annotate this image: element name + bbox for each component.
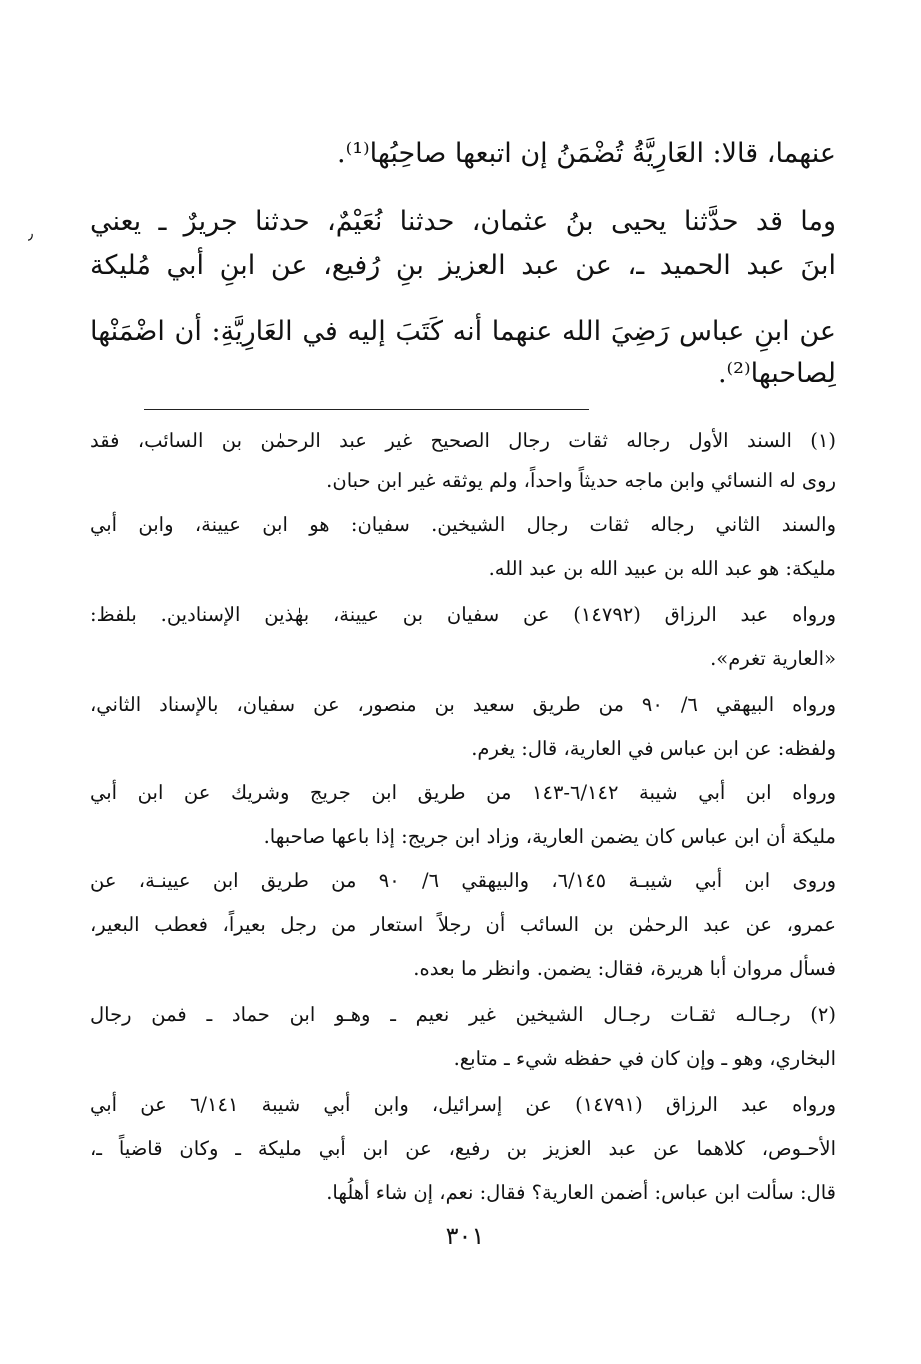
footnote-line-1: (١) السند الأول رجاله ثقات رجال الصحيح غير عبد الرحمٰن بن السائب، فقد — [90, 429, 836, 452]
footnote-line-13: فسأل مروان أبا هريرة، فقال: يضمن. وانظر ما بعده. — [413, 957, 836, 980]
footnote-line-7: ورواه البيهقي ٦/ ٩٠ من طريق سعيد بن منصور، عن سفيان، بالإسناد الثاني، — [90, 693, 836, 716]
main-line-1: عنهما، قالا: العَارِيَّةُ تُضْمَنُ إن اتبعها صاحِبُها⁽¹⁾. — [336, 138, 836, 169]
footnote-line-18: قال: سألت ابن عباس: أضمن العارية؟ فقال: نعم، إن شاء أهلُها. — [326, 1181, 836, 1204]
footnote-line-9: ورواه ابن أبي شيبة ٦/١٤٢-١٤٣ من طريق ابن جريج وشريك عن ابن أبي — [90, 781, 836, 804]
main-line-4: عن ابنِ عباس رَضِيَ الله عنهما أنه كَتَبَ إليه في العَارِيَّةِ: أن اضْمَنْها — [90, 316, 836, 347]
footnote-line-11: وروى ابن أبي شيبـة ٦/١٤٥، والبيهقي ٦/ ٩٠ من طريق ابن عيينـة، عن — [90, 869, 836, 892]
footnote-line-12: عمرو، عن عبد الرحمٰن بن السائب أن رجلاً استعار من رجل بعيراً، فعطب البعير، — [90, 913, 836, 936]
footnote-separator — [144, 409, 589, 410]
footnote-line-17: الأحـوص، كلاهما عن عبد العزيز بن رفيع، عن ابن أبي مليكة ـ وكان قاضياً ـ، — [90, 1137, 836, 1160]
main-line-3: ابنَ عبد الحميد ـ، عن عبد العزيز بنِ رُفيع، عن ابنِ أبي مُليكة — [90, 250, 836, 281]
footnote-line-3: والسند الثاني رجاله ثقات رجال الشيخين. سفيان: هو ابن عيينة، وابن أبي — [90, 513, 836, 536]
footnote-line-14: (٢) رجـالـه ثقـات رجـال الشيخين غير نعيم ـ وهـو ابن حماد ـ فمن رجال — [90, 1003, 836, 1026]
footnote-line-15: البخاري، وهو ـ وإن كان في حفظه شيء ـ متابع. — [453, 1047, 836, 1070]
main-line-2: وما قد حدَّثنا يحيى بنُ عثمان، حدثنا نُعَيْمٌ، حدثنا جريرٌ ـ يعني — [90, 206, 836, 237]
main-line-5: لِصاحبها⁽²⁾. — [717, 358, 836, 389]
footnote-line-2: روى له النسائي وابن ماجه حديثاً واحداً، ولم يوثقه غير ابن حبان. — [326, 469, 836, 492]
footnote-line-16: ورواه عبد الرزاق (١٤٧٩١) عن إسرائيل، وابن أبي شيبة ٦/١٤١ عن أبي — [90, 1093, 836, 1116]
footnote-line-10: مليكة أن ابن عباس كان يضمن العارية، وزاد ابن جريج: إذا باعها صاحبها. — [263, 825, 836, 848]
footnote-line-4: مليكة: هو عبد الله بن عبيد الله بن عبد الله. — [488, 557, 836, 580]
page-number: ٣٠١ — [445, 1222, 485, 1250]
margin-mark: ٫ — [28, 224, 34, 243]
footnote-line-6: «العارية تغرم». — [710, 647, 836, 670]
footnote-line-5: ورواه عبد الرزاق (١٤٧٩٢) عن سفيان بن عيينة، بهٰذين الإسنادين. بلفظ: — [90, 603, 836, 626]
footnote-line-8: ولفظه: عن ابن عباس في العارية، قال: يغرم. — [471, 737, 836, 760]
